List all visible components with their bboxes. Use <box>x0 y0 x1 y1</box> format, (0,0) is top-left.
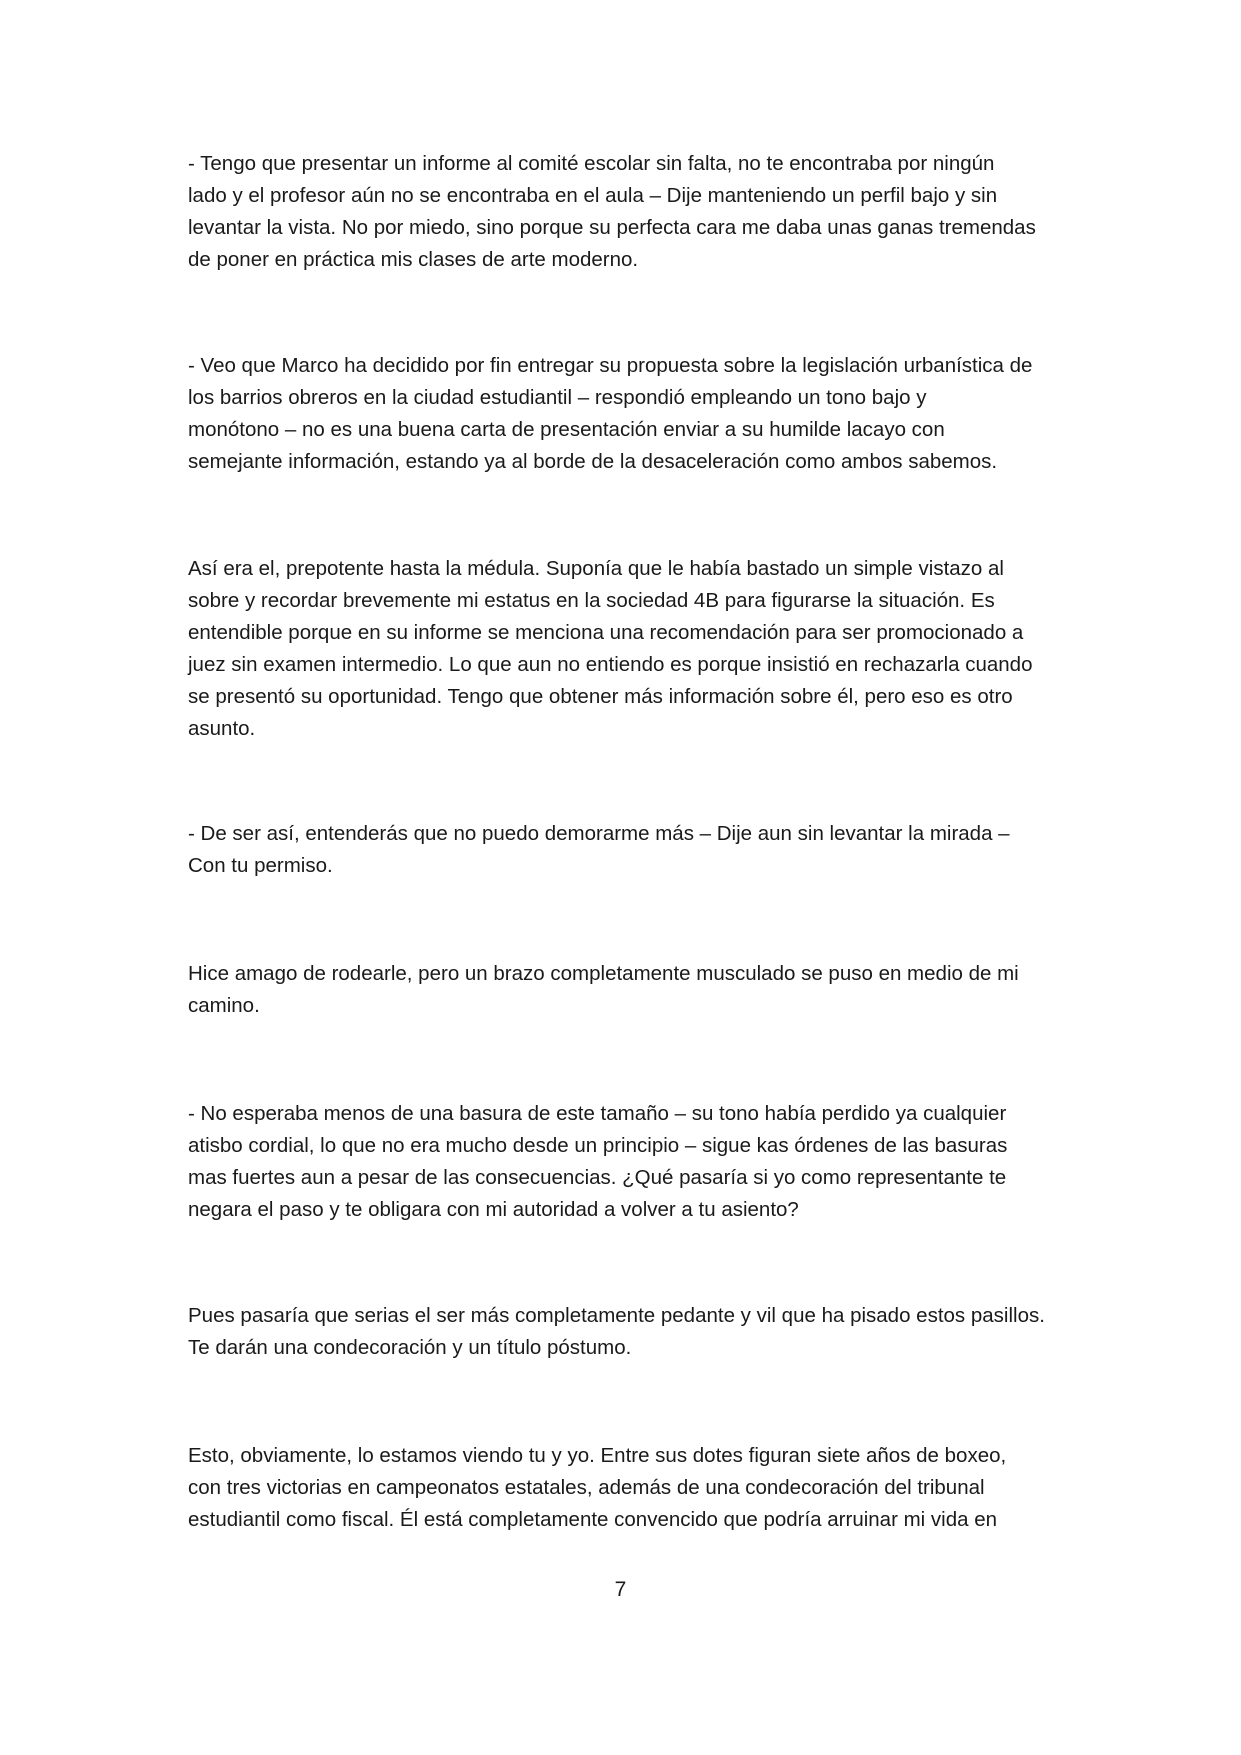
text-line: Con tu permiso. <box>188 854 333 877</box>
text-line: Así era el, prepotente hasta la médula. Suponía que le había bastado un simple vistazo al <box>188 557 1004 580</box>
text-line: Pues pasaría que serias el ser más completamente pedante y vil que ha pisado estos pasillos. <box>188 1304 1045 1327</box>
text-line: negara el paso y te obligara con mi autoridad a volver a tu asiento? <box>188 1198 799 1221</box>
text-line: - Veo que Marco ha decidido por fin entregar su propuesta sobre la legislación urbanística de <box>188 354 1033 377</box>
text-line: lado y el profesor aún no se encontraba en el aula – Dije manteniendo un perfil bajo y sin <box>188 184 998 207</box>
paragraph-6 <box>188 1098 1068 1226</box>
text-line: con tres victorias en campeonatos estatales, además de una condecoración del tribunal <box>188 1476 985 1499</box>
text-line: - De ser así, entenderás que no puedo demorarme más – Dije aun sin levantar la mirada – <box>188 822 1010 845</box>
text-line: de poner en práctica mis clases de arte moderno. <box>188 248 639 271</box>
text-line: entendible porque en su informe se menciona una recomendación para ser promocionado a <box>188 621 1024 644</box>
text-line: monótono – no es una buena carta de presentación enviar a su humilde lacayo con <box>188 418 945 441</box>
paragraph-2 <box>188 350 1068 478</box>
paragraph-8 <box>188 1440 1068 1536</box>
text-line: se presentó su oportunidad. Tengo que obtener más información sobre él, pero eso es otro <box>188 685 1013 708</box>
text-line: Te darán una condecoración y un título póstumo. <box>188 1336 632 1359</box>
text-line: atisbo cordial, lo que no era mucho desde un principio – sigue kas órdenes de las basuras <box>188 1134 1008 1157</box>
paragraph-4 <box>188 818 1068 882</box>
text-line: - Tengo que presentar un informe al comité escolar sin falta, no te encontraba por ningún <box>188 152 995 175</box>
paragraph-1 <box>188 148 1068 276</box>
text-line: los barrios obreros en la ciudad estudiantil – respondió empleando un tono bajo y <box>188 386 927 409</box>
text-line: Hice amago de rodearle, pero un brazo completamente musculado se puso en medio de mi <box>188 962 1019 985</box>
text-line: camino. <box>188 994 260 1017</box>
text-line: asunto. <box>188 717 256 740</box>
text-line: juez sin examen intermedio. Lo que aun no entiendo es porque insistió en rechazarla cuando <box>188 653 1033 676</box>
page-number: 7 <box>614 1578 627 1601</box>
paragraph-3 <box>188 553 1068 745</box>
text-line: estudiantil como fiscal. Él está completamente convencido que podría arruinar mi vida en <box>188 1508 998 1531</box>
text-line: sobre y recordar brevemente mi estatus en la sociedad 4B para figurarse la situación. Es <box>188 589 995 612</box>
text-line: semejante información, estando ya al borde de la desaceleración como ambos sabemos. <box>188 450 998 473</box>
text-line: levantar la vista. No por miedo, sino porque su perfecta cara me daba unas ganas tremendas <box>188 216 1036 239</box>
paragraph-5 <box>188 958 1068 1022</box>
text-line: Esto, obviamente, lo estamos viendo tu y yo. Entre sus dotes figuran siete años de boxeo, <box>188 1444 1007 1467</box>
paragraph-7 <box>188 1300 1068 1364</box>
text-line: - No esperaba menos de una basura de este tamaño – su tono había perdido ya cualquier <box>188 1102 1007 1125</box>
text-line: mas fuertes aun a pesar de las consecuencias. ¿Qué pasaría si yo como representante te <box>188 1166 1007 1189</box>
